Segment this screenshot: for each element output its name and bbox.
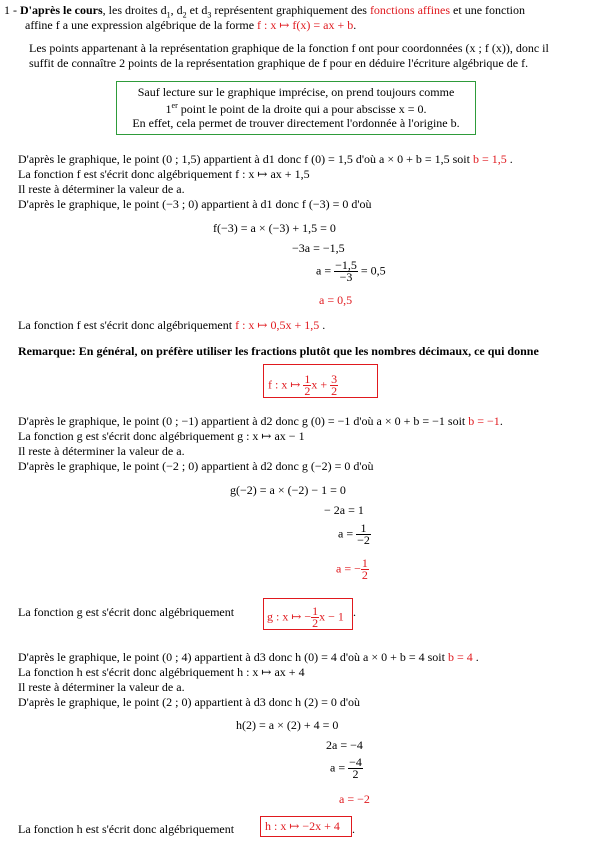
f-line-4: D'après le graphique, le point (−3 ; 0) appartient à d1 donc f (−3) = 0 d'où xyxy=(18,197,372,211)
subscript: 2 xyxy=(182,10,187,20)
g-line-3: Il reste à déterminer la valeur de a. xyxy=(18,444,185,458)
intro-text: , les droites d xyxy=(102,3,167,17)
intro-line-2 xyxy=(25,18,356,32)
f-fraction-box xyxy=(263,364,378,398)
text: D'après le graphique, le point (0 ; −1) appartient à d2 donc g (0) = −1 d'où a × 0 + b = −1 soit xyxy=(18,414,469,428)
text: a = − xyxy=(336,561,361,576)
text: D'après le graphique, le point (0 ; 4) appartient à d3 donc h (0) = 4 d'où a × 0 + b = 4 soit xyxy=(18,650,448,664)
fraction xyxy=(348,757,363,780)
text: . xyxy=(319,318,326,332)
item-number: 1 - xyxy=(4,3,20,17)
h-expression-box xyxy=(260,816,352,837)
numerator: 1 xyxy=(361,556,368,570)
superscript: er xyxy=(171,101,178,110)
note-line: En effet, cela permet de trouver directement l'ordonnée à l'origine b. xyxy=(132,116,460,130)
g-line-2: La fonction g est s'écrit donc algébriquement g : x ↦ ax − 1 xyxy=(18,429,305,443)
denominator: 2 xyxy=(361,568,368,582)
h-line-4: D'après le graphique, le point (2 ; 0) appartient à d3 donc h (2) = 0 d'où xyxy=(18,695,360,709)
h-line-2: La fonction h est s'écrit donc algébriquement h : x ↦ ax + 4 xyxy=(18,665,305,679)
general-form: f : x ↦ f(x) = ax + b xyxy=(257,18,354,32)
denominator: −2 xyxy=(357,533,370,547)
paragraph-line: suffit de connaître 2 points de la représentation graphique de f pour en déduire l'écriture algébrique de f. xyxy=(29,56,529,70)
fraction xyxy=(361,558,369,581)
h-conclusion-text: La fonction h est s'écrit donc algébriquement xyxy=(18,822,235,836)
remark-label: Remarque: xyxy=(18,344,76,358)
text: a = xyxy=(338,526,354,541)
g-conclusion-text: La fonction g est s'écrit donc algébriquement xyxy=(18,605,235,619)
f-line-2: La fonction f est s'écrit donc algébriquement f : x ↦ ax + 1,5 xyxy=(18,167,310,181)
note-box xyxy=(116,81,476,135)
intro-text: et une fonction xyxy=(450,3,526,17)
text: a = xyxy=(330,760,346,775)
numerator: 1 xyxy=(304,372,311,386)
g-equation-1: g(−2) = a × (−2) − 1 = 0 xyxy=(230,483,346,497)
text: . xyxy=(506,152,513,166)
f-result-a: a = 0,5 xyxy=(319,293,353,307)
fraction xyxy=(356,523,371,546)
fraction xyxy=(330,374,338,397)
note-line xyxy=(117,99,475,116)
intro-text: , d xyxy=(170,3,183,17)
denominator: 2 xyxy=(352,767,359,781)
highlight-affine: fonctions affines xyxy=(369,3,451,17)
subscript: 3 xyxy=(207,10,212,20)
f-fraction-expression xyxy=(268,374,338,397)
f-equation-1: f(−3) = a × (−3) + 1,5 = 0 xyxy=(213,221,336,235)
text: . xyxy=(499,414,503,428)
denominator: 2 xyxy=(312,616,319,630)
g-line-4: D'après le graphique, le point (−2 ; 0) appartient à d2 donc g (−2) = 0 d'où xyxy=(18,459,374,473)
denominator: 2 xyxy=(331,384,338,398)
f-equation-3 xyxy=(316,260,386,283)
text: x − 1 xyxy=(319,609,344,624)
text: f : x ↦ xyxy=(268,377,301,392)
g-expression xyxy=(267,606,344,629)
numerator: 1 xyxy=(356,523,371,535)
h-equation-2: 2a = −4 xyxy=(326,738,363,752)
text: a = xyxy=(316,263,332,278)
h-expression: h : x ↦ −2x + 4 xyxy=(265,819,340,833)
note-text: point le point de la droite qui a pour abscisse x = 0. xyxy=(177,102,427,116)
h-line-3: Il reste à déterminer la valeur de a. xyxy=(18,680,185,694)
subscript: 1 xyxy=(166,10,171,20)
text: La fonction f est s'écrit donc algébriquement xyxy=(18,318,236,332)
numerator: 3 xyxy=(331,372,338,386)
remark-text: En général, on préfère utiliser les fractions plutôt que les nombres décimaux, ce qui donne xyxy=(75,344,539,358)
result-b: b = −1 xyxy=(468,414,500,428)
text: D'après le graphique, le point (0 ; 1,5) appartient à d1 donc f (0) = 1,5 d'où a × 0 + b = 1,5 soit xyxy=(18,152,473,166)
f-line-3: Il reste à déterminer la valeur de a. xyxy=(18,182,185,196)
f-line-1 xyxy=(18,152,513,166)
denominator: −3 xyxy=(339,270,353,284)
f-expression: f : x ↦ 0,5x + 1,5 xyxy=(235,318,320,332)
h-equation-1: h(2) = a × (2) + 4 = 0 xyxy=(236,718,339,732)
g-conclusion-end: . xyxy=(353,605,356,619)
note-line: Sauf lecture sur le graphique imprécise, on prend toujours comme xyxy=(137,85,455,99)
intro-text: représentent graphiquement des xyxy=(211,3,370,17)
text: g : x ↦ − xyxy=(267,609,312,624)
numerator: 1 xyxy=(312,604,319,618)
text: . xyxy=(472,650,479,664)
note-text: 1 xyxy=(165,102,172,116)
text: x + xyxy=(311,377,328,392)
h-line-1 xyxy=(18,650,479,664)
intro-text: . xyxy=(353,18,357,32)
h-result-a: a = −2 xyxy=(339,792,370,806)
g-result-a xyxy=(336,558,369,581)
denominator: 2 xyxy=(304,384,311,398)
text: = 0,5 xyxy=(360,263,386,278)
paragraph-line: Les points appartenant à la représentation graphique de la fonction f ont pour coordonnées (x ; f (x)), donc il xyxy=(29,41,549,55)
numerator: −4 xyxy=(349,755,362,769)
fraction xyxy=(311,606,319,629)
result-b: b = 1,5 xyxy=(472,152,507,166)
intro-bold: D'après le cours xyxy=(20,3,103,17)
remark-line xyxy=(18,344,539,358)
h-conclusion-end: . xyxy=(352,822,355,836)
numerator: −1,5 xyxy=(335,258,357,272)
fraction xyxy=(334,260,358,283)
g-equation-2: − 2a = 1 xyxy=(324,503,364,517)
intro-text: et d xyxy=(186,3,208,17)
h-equation-3 xyxy=(330,757,363,780)
f-conclusion xyxy=(18,318,325,332)
intro-text: affine f a une expression algébrique de la forme xyxy=(25,18,258,32)
result-b: b = 4 xyxy=(447,650,473,664)
f-equation-2: −3a = −1,5 xyxy=(292,241,345,255)
g-line-1 xyxy=(18,414,503,428)
g-equation-3 xyxy=(338,523,371,546)
g-expression-box xyxy=(263,598,353,630)
